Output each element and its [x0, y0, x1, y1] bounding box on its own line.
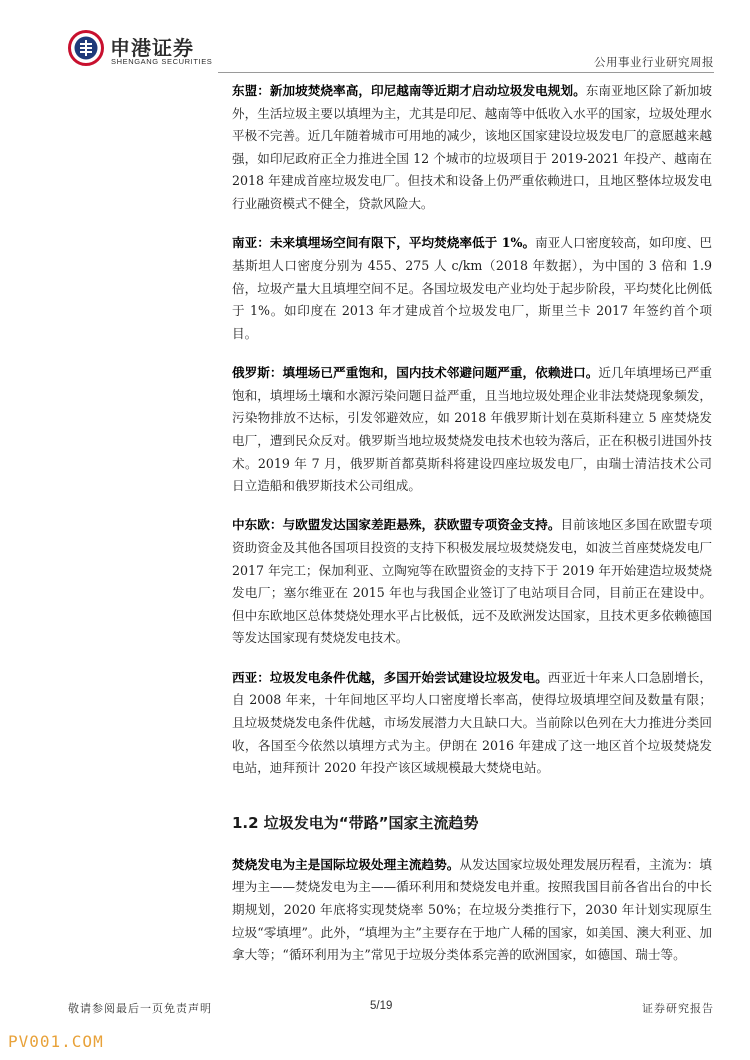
page-number: 5/19	[370, 1000, 393, 1012]
paragraph-body: 从发达国家垃圾处理发展历程看，主流为：填埋为主——焚烧发电为主——循环利用和焚烧发电并重。按照我国目前各省出台的中长期规划，2020 年底将实现焚烧率 50%；在垃圾分类推行下，2030 年计划实现原生垃圾“零填埋”。此外，“填埋为主”主要存在于地广人稀的国家，如美国、澳大利亚、加拿大等；“循环利用为主”常见于垃圾分类体系完善的欧洲国家，如德国、瑞士等。	[232, 856, 713, 963]
paragraph-lead: 西亚：垃圾发电条件优越，多国开始尝试建设垃圾发电。	[232, 669, 548, 685]
disclaimer-note: 敬请参阅最后一页免责声明	[68, 1002, 212, 1015]
page-header	[68, 30, 714, 72]
paragraph-body: 东南亚地区除了新加坡外，生活垃圾主要以填埋为主，尤其是印尼、越南等中低收入水平的国家，垃圾处理水平极不完善。近几年随着城市可用地的减少，该地区国家建设垃圾发电厂的意愿越来越强，如印尼政府正全力推进全国 12 个城市的垃圾项目于 2019-2021 年投产、越南在 2018 年建成首座垃圾发电厂。但技术和设备上仍严重依赖进口，且地区整体垃圾发电行业融资模式不健全，贷款风险大。	[232, 83, 713, 211]
paragraph-body: 目前该地区多国在欧盟专项资助资金及其他各国项目投资的支持下积极发展垃圾焚烧发电，如波兰首座焚烧发电厂 2017 年完工；保加利亚、立陶宛等在欧盟资金的支持下于 2019 年开始建造垃圾焚烧发电厂；塞尔维亚在 2015 年也与我国企业签订了电站项目合同，目前正在建设中。但中东欧地区总体焚烧处理水平占比极低，远不及欧洲发达国家，且技术更多依赖德国等发达国家现有焚烧发电技术。	[232, 517, 713, 646]
paragraph-lead: 焚烧发电为主是国际垃圾处理主流趋势。	[232, 856, 460, 872]
paragraph-lead: 南亚：未来填埋场空间有限下，平均焚烧率低于 1%。	[232, 235, 536, 251]
paragraph-south-asia	[232, 232, 712, 345]
report-type: 公用事业行业研究周报	[594, 55, 714, 69]
logo-english-name: SHENGANG SECURITIES	[111, 57, 213, 66]
paragraph-body: 近几年填埋场已严重饱和，填埋场土壤和水源污染问题日益严重，且当地垃圾处理企业非法焚烧现象频发，污染物排放不达标，引发邻避效应，如 2018 年俄罗斯计划在莫斯科建立 5 座焚烧发电厂，遭到民众反对。俄罗斯当地垃圾焚烧发电技术也较为落后，正在积极引进国外技术。2019 年 7 月，俄罗斯首都莫斯科将建设四座垃圾发电厂，由瑞士清洁技术公司日立造船和俄罗斯技术公司组成。	[232, 365, 713, 494]
header-divider	[218, 72, 714, 73]
paragraph-asean	[232, 80, 712, 216]
paragraph-body: 西亚近十年来人口急剧增长，自 2008 年来，十年间地区平均人口密度增长率高，使得垃圾填埋空间及数量有限；且垃圾焚烧发电条件优越，市场发展潜力大且缺口大。当前除以色列在大力推进分类回收，各国至今依然以填埋方式为主。伊朗在 2016 年建成了这一地区首个垃圾焚烧发电站，迪拜预计 2020 年投产该区域规模最大焚烧电站。	[232, 669, 713, 776]
paragraph-body: 南亚人口密度较高，如印度、巴基斯坦人口密度分别为 455、275 人 c/km（2018 年数据），为中国的 3 倍和 1.9 倍，垃圾产量大且填埋空间不足。各国垃圾发电产业均处于起步阶段，平均焚化比例低于 1%。如印度在 2013 年才建成首个垃圾发电厂，斯里兰卡 2017 年签约首个项目。	[232, 235, 712, 341]
paragraph-lead: 东盟：新加坡焚烧率高，印尼越南等近期才启动垃圾发电规划。	[232, 83, 586, 98]
section-title: 1.2 垃圾发电为“带路”国家主流趋势	[232, 813, 479, 832]
page-footer	[68, 1000, 714, 1020]
logo-chinese-name: 申港证券	[110, 36, 194, 60]
paragraph-russia	[232, 362, 712, 498]
paragraph-global-trend	[232, 854, 712, 967]
site-watermark: PV001.COM	[8, 1032, 104, 1051]
paragraph-west-asia	[232, 667, 712, 780]
company-logo	[68, 30, 248, 70]
logo-emblem-icon	[68, 30, 104, 66]
report-category: 证券研究报告	[642, 1002, 714, 1015]
paragraph-central-eastern-europe	[232, 514, 712, 650]
main-content	[232, 80, 712, 984]
paragraph-lead: 中东欧：与欧盟发达国家差距悬殊，获欧盟专项资金支持。	[232, 517, 561, 533]
paragraph-lead: 俄罗斯：填埋场已严重饱和，国内技术邻避问题严重，依赖进口。	[232, 365, 599, 381]
